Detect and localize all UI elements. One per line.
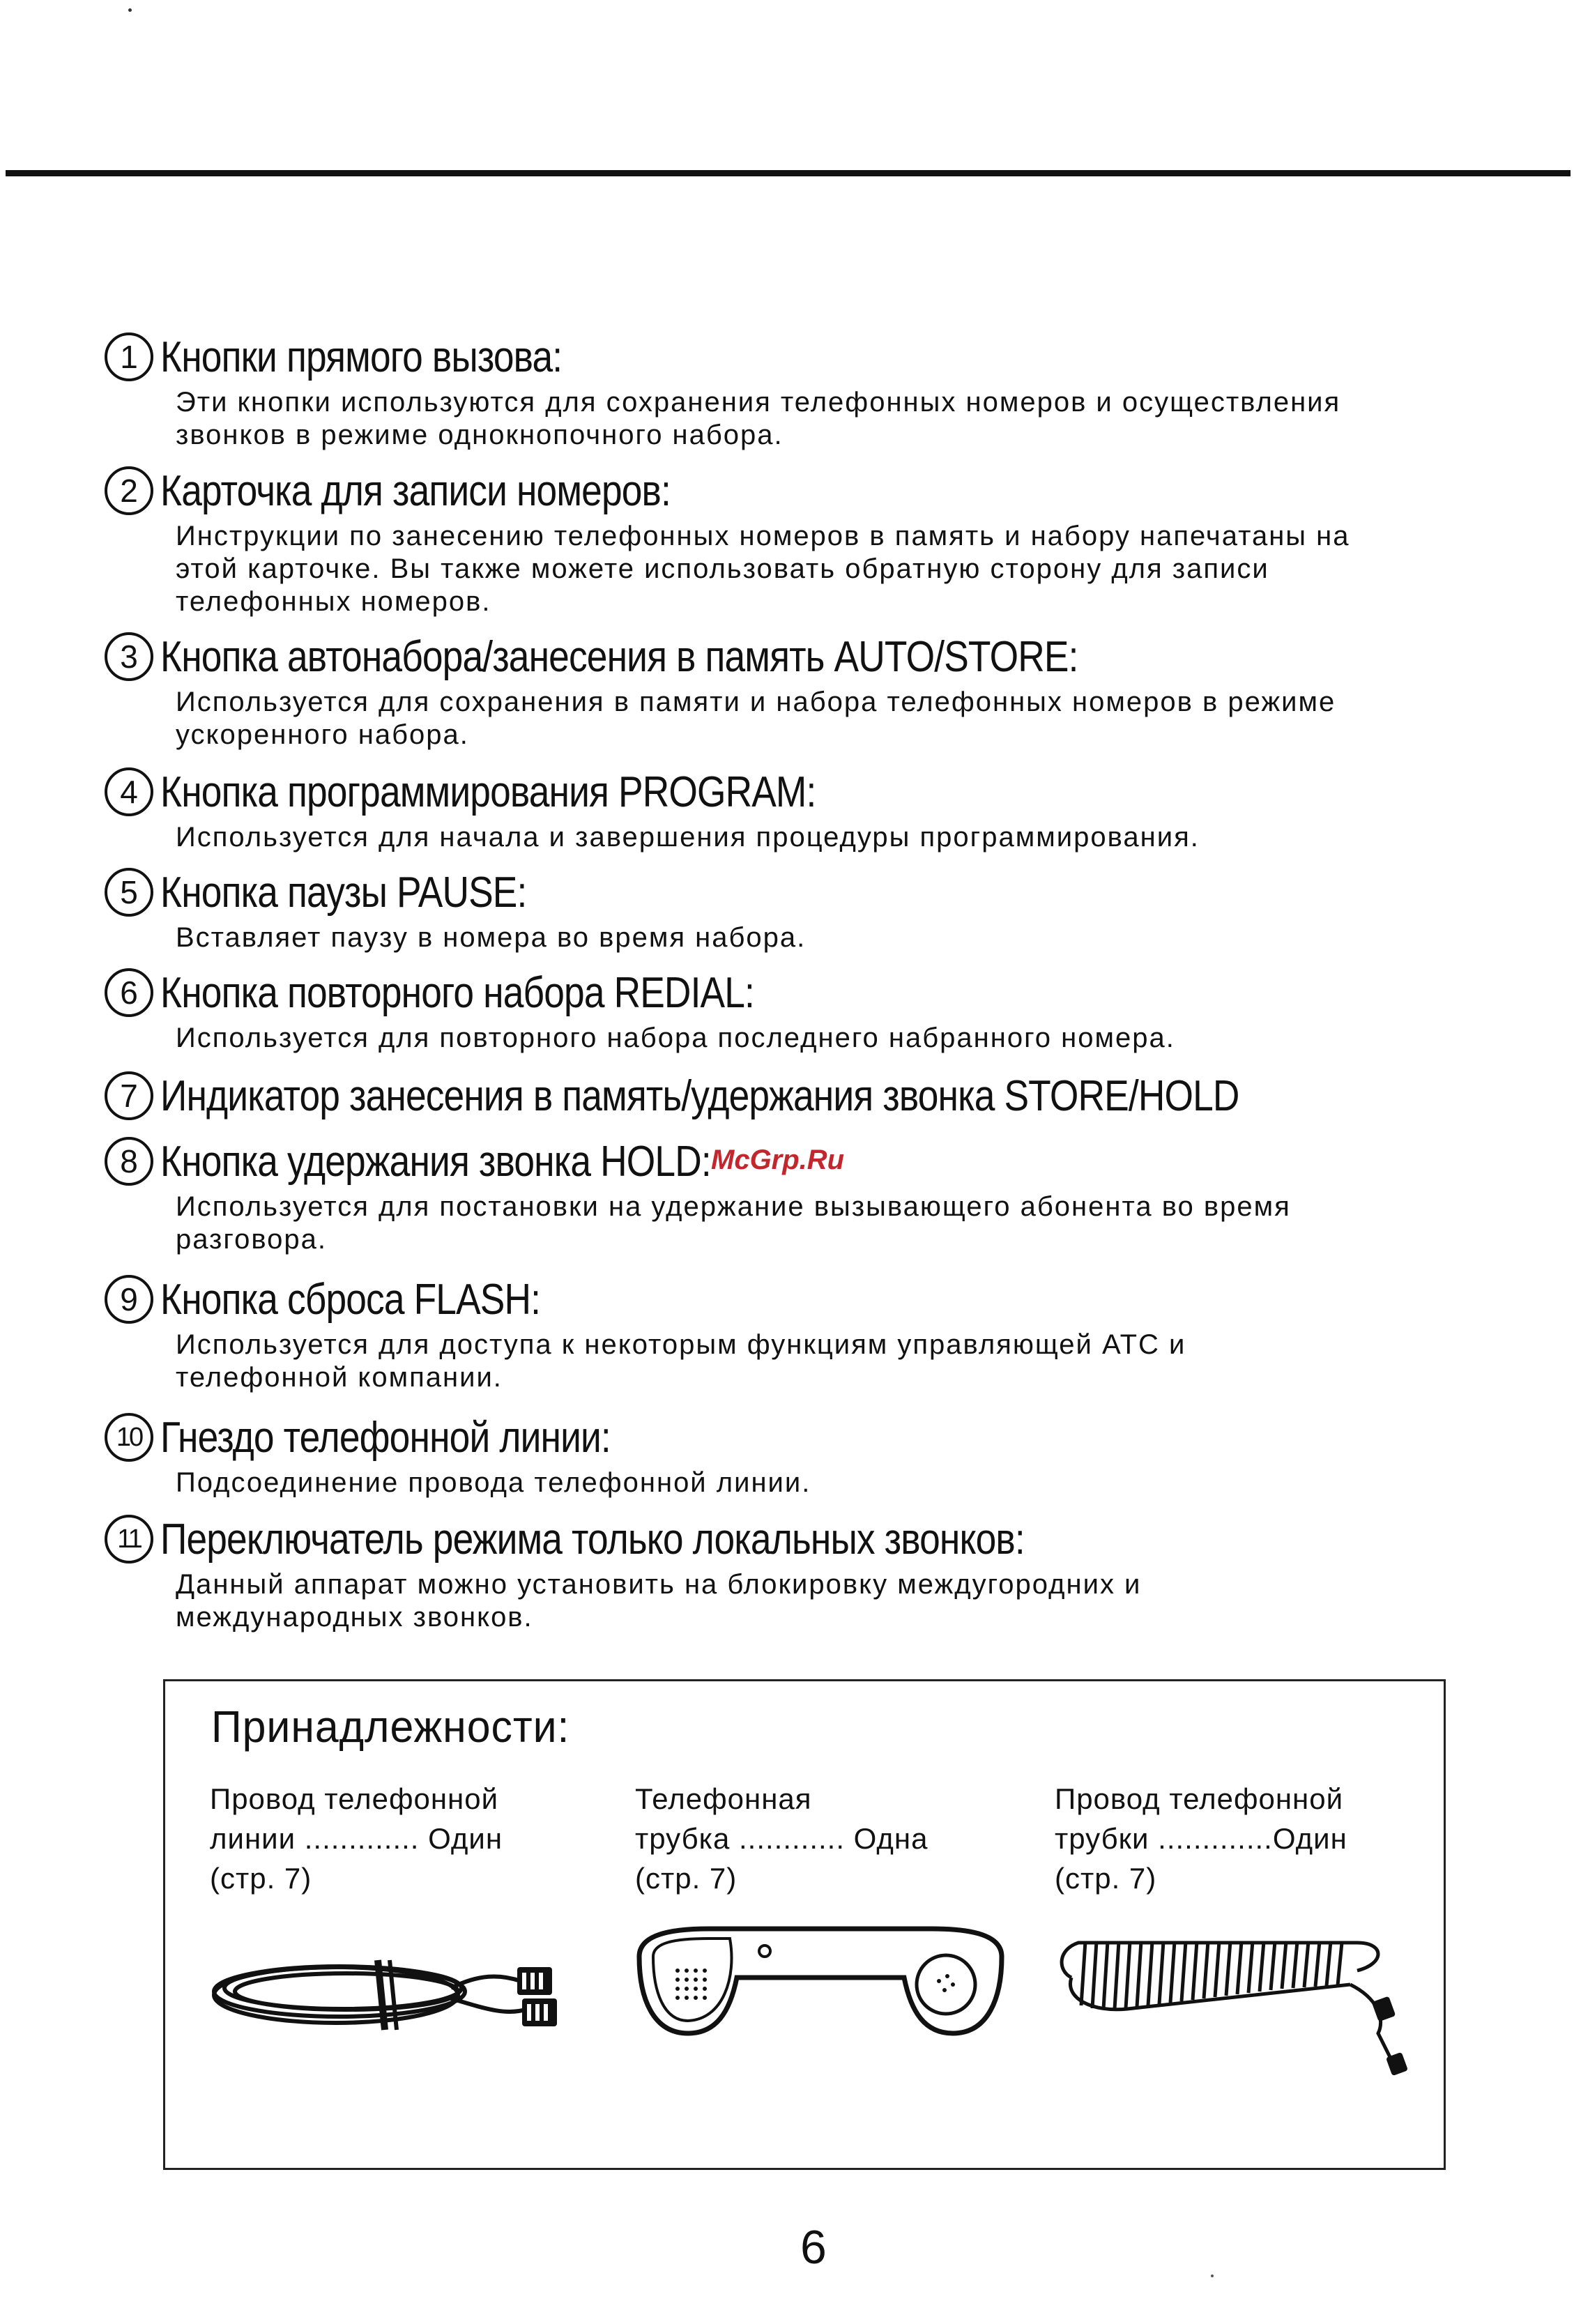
item-line-jack [105, 1408, 1541, 1499]
item-speed-dial-buttons [105, 328, 1541, 452]
item-auto-store-button [105, 627, 1541, 751]
accessory-line-cord [210, 1779, 503, 1898]
accessory-quantity: линии ............. Один [210, 1822, 503, 1855]
item-title: Карточка для записи номеров: [160, 466, 671, 515]
item-title: Гнездо телефонной линии: [160, 1413, 611, 1462]
item-title: Индикатор занесения в память/удержания звонка STORE/HOLD [160, 1071, 1239, 1120]
handset-illustration [625, 1915, 1016, 2047]
item-description: Подсоединение провода телефонной линии. [176, 1467, 811, 1498]
item-title: Переключатель режима только локальных звонков: [160, 1515, 1025, 1564]
item-description: Используется для повторного набора последнего набранного номера. [176, 1023, 1175, 1053]
item-number: 11 [105, 1515, 153, 1564]
item-number: 3 [105, 632, 153, 681]
accessory-quantity: трубки .............Один [1055, 1822, 1347, 1855]
header-rule [6, 170, 1571, 176]
accessory-name: Провод телефонной [210, 1782, 499, 1815]
item-title: Кнопка удержания звонка HOLD: [160, 1137, 711, 1186]
item-title: Кнопка автонабора/занесения в память AUTO/STORE: [160, 632, 1078, 681]
item-number: 5 [105, 868, 153, 917]
line-cord-illustration [200, 1932, 570, 2051]
accessory-handset-cord [1055, 1779, 1347, 1898]
item-title: Кнопка программирования PROGRAM: [160, 767, 816, 816]
item-description: Вставляет паузу в номера во время набора. [176, 922, 807, 953]
item-description: Используется для доступа к некоторым функциям управляющей АТС и телефонной компании. [176, 1329, 1186, 1393]
item-title: Кнопка повторного набора REDIAL: [160, 968, 754, 1017]
scan-speck [128, 8, 132, 12]
item-pause-button [105, 863, 1541, 954]
item-title: Кнопки прямого вызова: [160, 332, 563, 381]
accessory-name: Телефонная [635, 1782, 812, 1815]
item-description: Используется для постановки на удержание вызывающего абонента во время разговора. [176, 1191, 1291, 1255]
accessories-title: Принадлежности: [211, 1702, 570, 1752]
item-description: Эти кнопки используются для сохранения телефонных номеров и осуществления звонков в режиме однокнопочного набора. [176, 387, 1341, 450]
item-description: Инструкции по занесению телефонных номеров в память и набору напечатаны на этой карточке. Вы также можете использовать обратную сторону для записи телефонных номеров. [176, 521, 1350, 617]
item-store-hold-indicator [105, 1067, 1541, 1125]
scan-speck [1211, 2275, 1214, 2277]
item-number: 8 [105, 1137, 153, 1186]
accessory-quantity: трубка ............ Одна [635, 1822, 929, 1855]
item-flash-button [105, 1270, 1541, 1394]
item-number: 10 [105, 1413, 153, 1462]
item-number: 7 [105, 1071, 153, 1120]
accessories-box [163, 1679, 1446, 2170]
item-description: Используется для начала и завершения процедуры программирования. [176, 822, 1200, 853]
item-directory-card [105, 461, 1541, 618]
item-description: Данный аппарат можно установить на блокировку междугородних и международных звонков. [176, 1569, 1142, 1633]
accessory-page-ref: (стр. 7) [210, 1862, 312, 1895]
accessory-name: Провод телефонной [1055, 1782, 1344, 1815]
item-number: 9 [105, 1275, 153, 1324]
item-local-call-switch [105, 1510, 1541, 1634]
item-title: Кнопка сброса FLASH: [160, 1275, 541, 1324]
accessory-page-ref: (стр. 7) [1055, 1862, 1157, 1895]
item-number: 4 [105, 767, 153, 816]
item-description: Используется для сохранения в памяти и набора телефонных номеров в режиме ускоренного набора. [176, 687, 1336, 750]
item-title: Кнопка паузы PAUSE: [160, 868, 527, 917]
item-number: 1 [105, 332, 153, 381]
item-redial-button [105, 963, 1541, 1055]
page-number: 6 [800, 2221, 827, 2274]
item-number: 2 [105, 466, 153, 515]
item-number: 6 [105, 968, 153, 1017]
handset-cord-illustration [1050, 1922, 1413, 2082]
watermark: McGrp.Ru [711, 1145, 845, 1175]
accessory-page-ref: (стр. 7) [635, 1862, 738, 1895]
item-program-button [105, 763, 1541, 854]
accessory-handset [635, 1779, 928, 1898]
